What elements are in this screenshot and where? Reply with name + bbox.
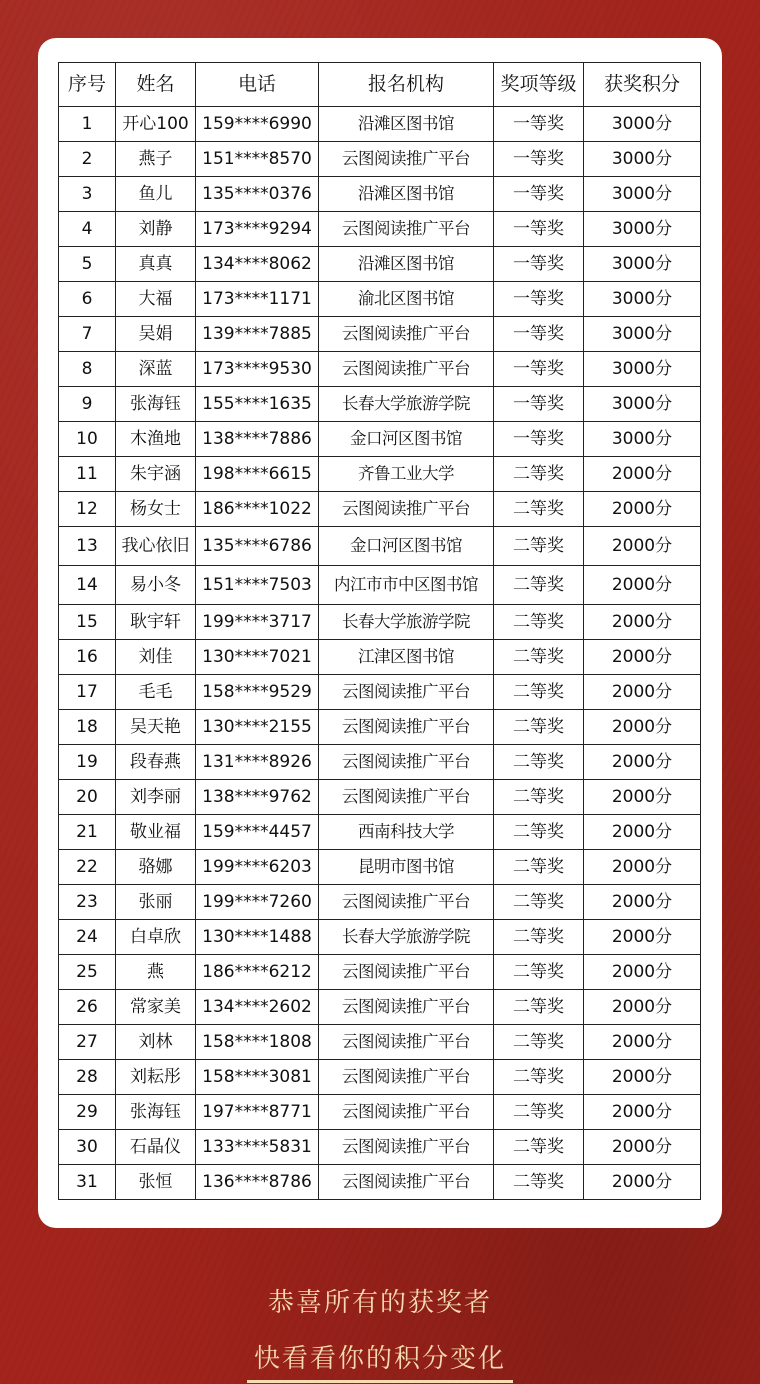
cell-name: 吴天艳 <box>116 710 196 745</box>
header-phone: 电话 <box>196 63 319 107</box>
cell-index: 14 <box>59 566 116 605</box>
cell-name: 刘静 <box>116 212 196 247</box>
cell-organization: 云图阅读推广平台 <box>319 990 494 1025</box>
cell-index: 6 <box>59 282 116 317</box>
table-row <box>59 107 701 142</box>
cell-award-level: 二等奖 <box>494 1165 584 1200</box>
cell-index: 31 <box>59 1165 116 1200</box>
cell-name: 白卓欣 <box>116 920 196 955</box>
cell-organization: 云图阅读推广平台 <box>319 1060 494 1095</box>
cell-index: 30 <box>59 1130 116 1165</box>
cell-organization: 金口河区图书馆 <box>319 422 494 457</box>
cell-phone: 186****6212 <box>196 955 319 990</box>
cell-organization: 沿滩区图书馆 <box>319 177 494 212</box>
cell-index: 1 <box>59 107 116 142</box>
cell-organization: 金口河区图书馆 <box>319 527 494 566</box>
cell-index: 27 <box>59 1025 116 1060</box>
table-row <box>59 640 701 675</box>
cell-points: 2000分 <box>584 457 701 492</box>
cell-points: 2000分 <box>584 1130 701 1165</box>
table-row <box>59 1095 701 1130</box>
cell-index: 4 <box>59 212 116 247</box>
cell-phone: 199****7260 <box>196 885 319 920</box>
cell-points: 2000分 <box>584 955 701 990</box>
table-row <box>59 566 701 605</box>
table-row <box>59 422 701 457</box>
cell-phone: 134****8062 <box>196 247 319 282</box>
cell-phone: 135****0376 <box>196 177 319 212</box>
table-row <box>59 352 701 387</box>
table-row <box>59 142 701 177</box>
cell-organization: 昆明市图书馆 <box>319 850 494 885</box>
cell-points: 3000分 <box>584 247 701 282</box>
header-name: 姓名 <box>116 63 196 107</box>
cell-name: 燕 <box>116 955 196 990</box>
cell-award-level: 二等奖 <box>494 1025 584 1060</box>
cell-points: 2000分 <box>584 990 701 1025</box>
table-row <box>59 247 701 282</box>
table-row <box>59 1165 701 1200</box>
cell-organization: 云图阅读推广平台 <box>319 1165 494 1200</box>
header-organization: 报名机构 <box>319 63 494 107</box>
cell-points: 2000分 <box>584 850 701 885</box>
cell-index: 13 <box>59 527 116 566</box>
cell-award-level: 二等奖 <box>494 815 584 850</box>
cell-name: 石晶仪 <box>116 1130 196 1165</box>
cell-phone: 133****5831 <box>196 1130 319 1165</box>
cell-phone: 130****1488 <box>196 920 319 955</box>
table-row <box>59 850 701 885</box>
cell-organization: 云图阅读推广平台 <box>319 955 494 990</box>
table-row <box>59 920 701 955</box>
cell-name: 刘佳 <box>116 640 196 675</box>
cell-phone: 138****7886 <box>196 422 319 457</box>
cell-index: 20 <box>59 780 116 815</box>
cell-organization: 云图阅读推广平台 <box>319 352 494 387</box>
cell-index: 21 <box>59 815 116 850</box>
cell-points: 2000分 <box>584 745 701 780</box>
cell-name: 大福 <box>116 282 196 317</box>
cell-award-level: 二等奖 <box>494 990 584 1025</box>
cell-name: 开心100 <box>116 107 196 142</box>
cell-award-level: 一等奖 <box>494 212 584 247</box>
cell-points: 3000分 <box>584 282 701 317</box>
cell-points: 3000分 <box>584 317 701 352</box>
cell-index: 19 <box>59 745 116 780</box>
cell-points: 3000分 <box>584 352 701 387</box>
cell-phone: 199****3717 <box>196 605 319 640</box>
footer-congrats-text: 恭喜所有的获奖者 <box>267 1288 492 1318</box>
cell-points: 2000分 <box>584 675 701 710</box>
cell-name: 朱宇涵 <box>116 457 196 492</box>
cell-index: 7 <box>59 317 116 352</box>
cell-phone: 130****7021 <box>196 640 319 675</box>
cell-points: 2000分 <box>584 1060 701 1095</box>
table-row <box>59 1060 701 1095</box>
cell-phone: 130****2155 <box>196 710 319 745</box>
table-row <box>59 317 701 352</box>
cell-phone: 158****9529 <box>196 675 319 710</box>
winners-card <box>38 38 722 1228</box>
cell-phone: 173****1171 <box>196 282 319 317</box>
cell-name: 鱼儿 <box>116 177 196 212</box>
cell-award-level: 二等奖 <box>494 885 584 920</box>
cell-phone: 186****1022 <box>196 492 319 527</box>
cell-name: 真真 <box>116 247 196 282</box>
cell-award-level: 二等奖 <box>494 566 584 605</box>
table-row <box>59 1130 701 1165</box>
cell-index: 29 <box>59 1095 116 1130</box>
header-points: 获奖积分 <box>584 63 701 107</box>
table-row <box>59 387 701 422</box>
cell-name: 刘李丽 <box>116 780 196 815</box>
cell-name: 易小冬 <box>116 566 196 605</box>
cell-phone: 158****3081 <box>196 1060 319 1095</box>
cell-phone: 158****1808 <box>196 1025 319 1060</box>
cell-index: 28 <box>59 1060 116 1095</box>
cell-organization: 沿滩区图书馆 <box>319 247 494 282</box>
cell-name: 骆娜 <box>116 850 196 885</box>
table-row <box>59 605 701 640</box>
cell-points: 3000分 <box>584 422 701 457</box>
cell-points: 2000分 <box>584 1165 701 1200</box>
cell-points: 2000分 <box>584 815 701 850</box>
cell-index: 15 <box>59 605 116 640</box>
table-row <box>59 212 701 247</box>
cell-award-level: 二等奖 <box>494 955 584 990</box>
cell-award-level: 二等奖 <box>494 675 584 710</box>
cell-points: 2000分 <box>584 1025 701 1060</box>
table-row <box>59 457 701 492</box>
cell-organization: 云图阅读推广平台 <box>319 745 494 780</box>
cell-name: 木渔地 <box>116 422 196 457</box>
table-row <box>59 710 701 745</box>
cell-points: 3000分 <box>584 107 701 142</box>
footer-check-points-text: 快看看你的积分变化 <box>253 1344 506 1374</box>
cell-phone: 198****6615 <box>196 457 319 492</box>
cell-award-level: 二等奖 <box>494 640 584 675</box>
cell-organization: 江津区图书馆 <box>319 640 494 675</box>
cell-phone: 151****7503 <box>196 566 319 605</box>
cell-name: 段春燕 <box>116 745 196 780</box>
cell-organization: 齐鲁工业大学 <box>319 457 494 492</box>
cell-name: 张恒 <box>116 1165 196 1200</box>
cell-name: 张丽 <box>116 885 196 920</box>
cell-points: 2000分 <box>584 527 701 566</box>
cell-award-level: 一等奖 <box>494 422 584 457</box>
cell-award-level: 一等奖 <box>494 247 584 282</box>
cell-index: 3 <box>59 177 116 212</box>
cell-index: 26 <box>59 990 116 1025</box>
cell-organization: 云图阅读推广平台 <box>319 710 494 745</box>
cell-organization: 云图阅读推广平台 <box>319 492 494 527</box>
cell-award-level: 一等奖 <box>494 177 584 212</box>
header-index: 序号 <box>59 63 116 107</box>
cell-award-level: 一等奖 <box>494 317 584 352</box>
cell-organization: 渝北区图书馆 <box>319 282 494 317</box>
table-row <box>59 492 701 527</box>
cell-award-level: 二等奖 <box>494 1060 584 1095</box>
table-row <box>59 177 701 212</box>
cell-organization: 长春大学旅游学院 <box>319 605 494 640</box>
cell-index: 12 <box>59 492 116 527</box>
table-row <box>59 780 701 815</box>
cell-award-level: 一等奖 <box>494 282 584 317</box>
cell-phone: 159****6990 <box>196 107 319 142</box>
cell-organization: 云图阅读推广平台 <box>319 212 494 247</box>
cell-index: 16 <box>59 640 116 675</box>
cell-points: 3000分 <box>584 387 701 422</box>
cell-phone: 173****9530 <box>196 352 319 387</box>
cell-phone: 138****9762 <box>196 780 319 815</box>
cell-name: 深蓝 <box>116 352 196 387</box>
table-row <box>59 885 701 920</box>
cell-phone: 151****8570 <box>196 142 319 177</box>
table-row <box>59 990 701 1025</box>
cell-phone: 155****1635 <box>196 387 319 422</box>
cell-award-level: 一等奖 <box>494 387 584 422</box>
table-row <box>59 527 701 566</box>
cell-name: 敬业福 <box>116 815 196 850</box>
cell-phone: 139****7885 <box>196 317 319 352</box>
cell-name: 张海钰 <box>116 1095 196 1130</box>
cell-name: 杨女士 <box>116 492 196 527</box>
cell-name: 我心依旧 <box>116 527 196 566</box>
cell-index: 8 <box>59 352 116 387</box>
table-row <box>59 675 701 710</box>
cell-points: 2000分 <box>584 492 701 527</box>
cell-index: 9 <box>59 387 116 422</box>
cell-phone: 173****9294 <box>196 212 319 247</box>
cell-index: 5 <box>59 247 116 282</box>
cell-organization: 长春大学旅游学院 <box>319 920 494 955</box>
cell-organization: 云图阅读推广平台 <box>319 1025 494 1060</box>
table-body <box>59 107 701 1200</box>
cell-award-level: 二等奖 <box>494 457 584 492</box>
cell-name: 吴娟 <box>116 317 196 352</box>
cell-organization: 云图阅读推广平台 <box>319 142 494 177</box>
cell-award-level: 二等奖 <box>494 745 584 780</box>
cell-points: 2000分 <box>584 710 701 745</box>
cell-organization: 云图阅读推广平台 <box>319 1130 494 1165</box>
cell-points: 2000分 <box>584 566 701 605</box>
cell-name: 张海钰 <box>116 387 196 422</box>
cell-organization: 云图阅读推广平台 <box>319 780 494 815</box>
cell-award-level: 二等奖 <box>494 527 584 566</box>
cell-index: 2 <box>59 142 116 177</box>
cell-name: 常家美 <box>116 990 196 1025</box>
table-row <box>59 745 701 780</box>
cell-name: 耿宇轩 <box>116 605 196 640</box>
cell-points: 3000分 <box>584 142 701 177</box>
table-row <box>59 282 701 317</box>
cell-organization: 沿滩区图书馆 <box>319 107 494 142</box>
cell-phone: 135****6786 <box>196 527 319 566</box>
cell-index: 17 <box>59 675 116 710</box>
cell-award-level: 二等奖 <box>494 920 584 955</box>
cell-award-level: 二等奖 <box>494 710 584 745</box>
cell-index: 18 <box>59 710 116 745</box>
cell-phone: 199****6203 <box>196 850 319 885</box>
cell-organization: 西南科技大学 <box>319 815 494 850</box>
cell-phone: 159****4457 <box>196 815 319 850</box>
cell-points: 3000分 <box>584 177 701 212</box>
cell-award-level: 二等奖 <box>494 850 584 885</box>
cell-organization: 云图阅读推广平台 <box>319 675 494 710</box>
cell-index: 10 <box>59 422 116 457</box>
cell-points: 2000分 <box>584 640 701 675</box>
cell-organization: 长春大学旅游学院 <box>319 387 494 422</box>
cell-organization: 内江市市中区图书馆 <box>319 566 494 605</box>
cell-name: 毛毛 <box>116 675 196 710</box>
cell-award-level: 二等奖 <box>494 1130 584 1165</box>
cell-points: 2000分 <box>584 885 701 920</box>
table-header-row <box>59 63 701 107</box>
table-row <box>59 955 701 990</box>
cell-phone: 136****8786 <box>196 1165 319 1200</box>
winners-table <box>58 62 701 1200</box>
cell-points: 2000分 <box>584 780 701 815</box>
cell-award-level: 一等奖 <box>494 107 584 142</box>
cell-points: 2000分 <box>584 605 701 640</box>
cell-phone: 134****2602 <box>196 990 319 1025</box>
cell-organization: 云图阅读推广平台 <box>319 1095 494 1130</box>
cell-organization: 云图阅读推广平台 <box>319 885 494 920</box>
cell-award-level: 一等奖 <box>494 142 584 177</box>
cell-award-level: 二等奖 <box>494 780 584 815</box>
cell-name: 燕子 <box>116 142 196 177</box>
footer-underline <box>247 1380 513 1383</box>
cell-name: 刘耘彤 <box>116 1060 196 1095</box>
cell-organization: 云图阅读推广平台 <box>319 317 494 352</box>
cell-award-level: 二等奖 <box>494 1095 584 1130</box>
cell-phone: 197****8771 <box>196 1095 319 1130</box>
cell-award-level: 二等奖 <box>494 492 584 527</box>
cell-points: 3000分 <box>584 212 701 247</box>
cell-index: 22 <box>59 850 116 885</box>
cell-award-level: 一等奖 <box>494 352 584 387</box>
table-row <box>59 815 701 850</box>
cell-name: 刘林 <box>116 1025 196 1060</box>
cell-points: 2000分 <box>584 1095 701 1130</box>
cell-index: 25 <box>59 955 116 990</box>
cell-index: 23 <box>59 885 116 920</box>
table-row <box>59 1025 701 1060</box>
cell-phone: 131****8926 <box>196 745 319 780</box>
cell-points: 2000分 <box>584 920 701 955</box>
cell-award-level: 二等奖 <box>494 605 584 640</box>
cell-index: 24 <box>59 920 116 955</box>
cell-index: 11 <box>59 457 116 492</box>
header-award-level: 奖项等级 <box>494 63 584 107</box>
